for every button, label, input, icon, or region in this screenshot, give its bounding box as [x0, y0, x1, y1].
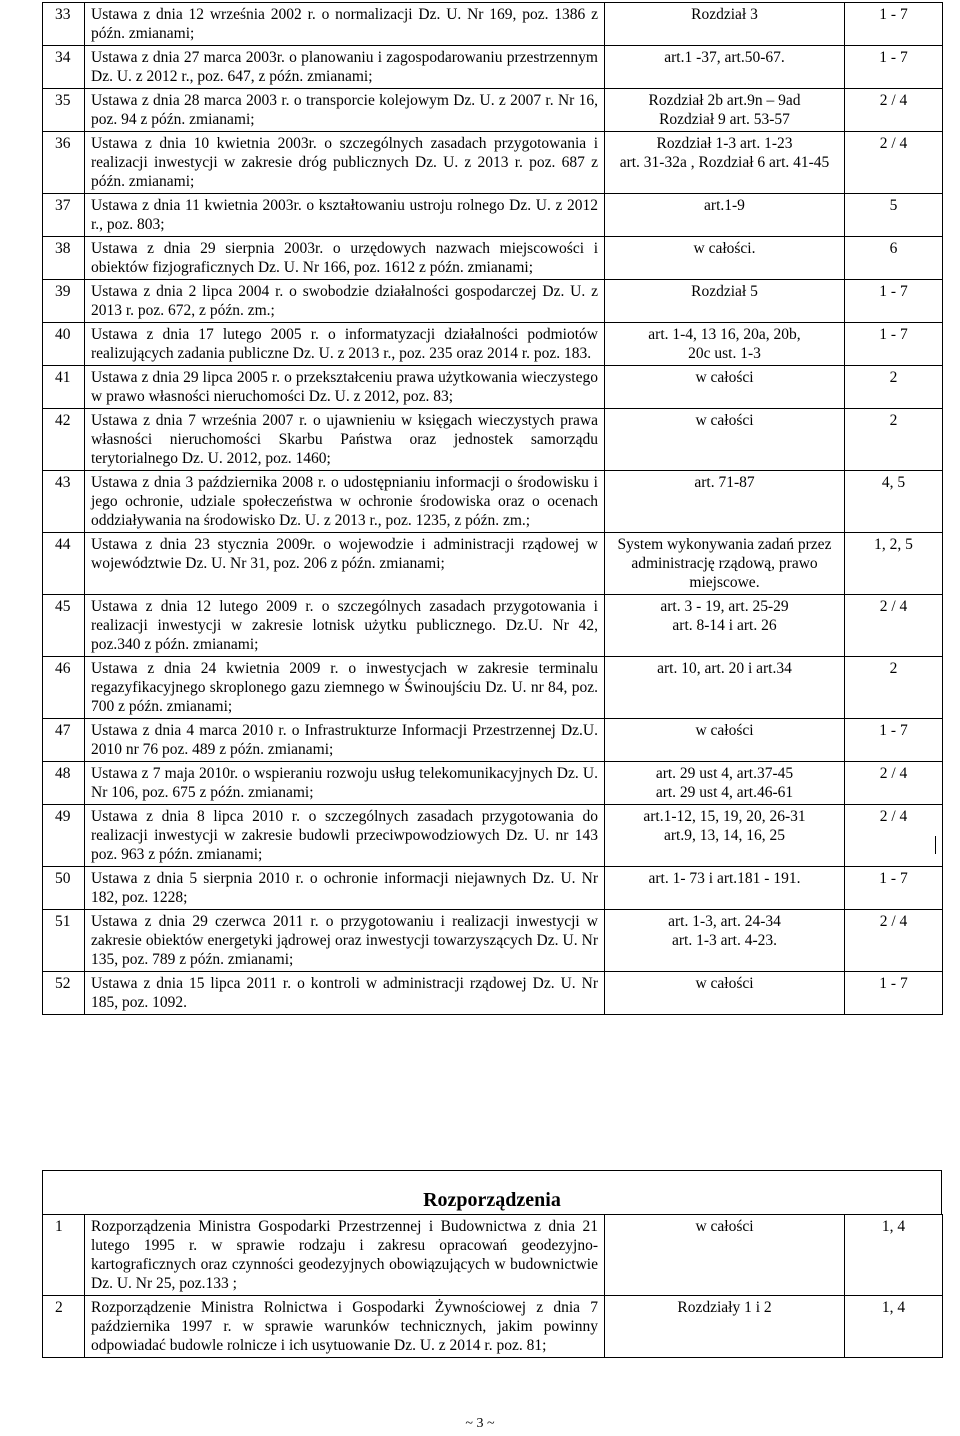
act-title: Ustawa z dnia 3 października 2008 r. o udostępnianiu informacji o środowisku i jego ochronie, udziale społeczeństwa w ochronie środowiska oraz o ocenach oddziaływania na środowisko Dz. U. z 2013 r., poz. 1235, z późn. zm.; — [85, 471, 605, 533]
act-title: Ustawa z dnia 10 kwietnia 2003r. o szczególnych zasadach przygotowania i realizacji inwestycji w zakresie dróg publicznych Dz. U. z 2013 r. poz. 687 z późn. zmianami; — [85, 132, 605, 194]
row-number: 48 — [43, 762, 85, 805]
scope-cell — [605, 719, 845, 762]
scope-cell — [605, 237, 845, 280]
row-number: 35 — [43, 89, 85, 132]
table-row — [43, 972, 943, 1015]
row-number: 37 — [43, 194, 85, 237]
regulations-section-header — [42, 1170, 942, 1214]
act-title: Rozporządzenia Ministra Gospodarki Przestrzennej i Budownictwa z dnia 21 lutego 1995 r. w sprawie rodzaju i zakresu opracowań geodezyjno-kartograficznych oraz czynności geodezyjnych obowiązujących w budownictwie Dz. U. Nr 25, poz.133 ; — [85, 1215, 605, 1296]
row-number: 46 — [43, 657, 85, 719]
scope-cell — [605, 867, 845, 910]
table-row — [43, 3, 943, 46]
act-title: Ustawa z dnia 27 marca 2003r. o planowaniu i zagospodarowaniu przestrzennym Dz. U. z 2012 r., poz. 647, z późn. zmianami; — [85, 46, 605, 89]
row-number: 39 — [43, 280, 85, 323]
scope-line: art. 29 ust 4, art.46-61 — [655, 784, 794, 801]
scope-cell — [605, 972, 845, 1015]
articles-cell: 1 - 7 — [845, 3, 943, 46]
table-row — [43, 595, 943, 657]
scope-line: w całości — [695, 1218, 754, 1235]
act-title: Ustawa z dnia 4 marca 2010 r. o Infrastrukturze Informacji Przestrzennej Dz.U. 2010 nr 76 poz. 489 z późn. zmianami; — [85, 719, 605, 762]
table-row — [43, 867, 943, 910]
act-title: Ustawa z dnia 12 września 2002 r. o normalizacji Dz. U. Nr 169, poz. 1386 z późn. zmianami; — [85, 3, 605, 46]
table-row — [43, 910, 943, 972]
scope-line: miejscowe. — [689, 574, 760, 591]
table-row — [43, 533, 943, 595]
act-title: Rozporządzenie Ministra Rolnictwa i Gospodarki Żywnościowej z dnia 7 października 1997 r. w sprawie warunków technicznych, jakim powinny odpowiadać budowle rolnicze i ich usytuowanie Dz. U. z 2014 r. poz. 81; — [85, 1296, 605, 1358]
table-row — [43, 1215, 943, 1296]
scope-line: art. 1-3, art. 24-34 — [668, 913, 781, 930]
scope-cell — [605, 3, 845, 46]
row-number: 52 — [43, 972, 85, 1015]
scope-line: art. 3 - 19, art. 25-29 — [660, 598, 789, 615]
row-number: 42 — [43, 409, 85, 471]
table-row — [43, 89, 943, 132]
articles-cell: 2 / 4 — [845, 805, 943, 867]
scope-cell — [605, 194, 845, 237]
scope-line: administrację rządową, prawo — [631, 555, 818, 572]
row-number: 43 — [43, 471, 85, 533]
articles-cell: 2 / 4 — [845, 132, 943, 194]
table-row — [43, 409, 943, 471]
table-row — [43, 657, 943, 719]
scope-cell — [605, 762, 845, 805]
articles-cell: 1, 4 — [845, 1215, 943, 1296]
regulations-heading: Rozporządzenia — [423, 1189, 561, 1211]
scope-line: Rozdział 2b art.9n – 9ad — [648, 92, 801, 109]
articles-cell: 1 - 7 — [845, 280, 943, 323]
scope-cell — [605, 46, 845, 89]
scope-line: w całości — [695, 722, 754, 739]
scope-line: Rozdział 5 — [691, 283, 758, 300]
scope-line: art. 8-14 i art. 26 — [672, 617, 777, 634]
scope-cell — [605, 595, 845, 657]
scope-line: art.1 -37, art.50-67. — [664, 49, 785, 66]
articles-cell: 1, 4 — [845, 1296, 943, 1358]
table-row — [43, 805, 943, 867]
laws-table — [42, 2, 943, 1015]
articles-cell: 2 / 4 — [845, 910, 943, 972]
table-row — [43, 1296, 943, 1358]
scope-line: art. 31-32a , Rozdział 6 art. 41-45 — [619, 154, 830, 171]
articles-cell: 6 — [845, 237, 943, 280]
table-row — [43, 719, 943, 762]
row-number: 33 — [43, 3, 85, 46]
scope-line: Rozdział 9 art. 53-57 — [659, 111, 790, 128]
row-number: 36 — [43, 132, 85, 194]
scope-cell — [605, 280, 845, 323]
scope-cell — [605, 409, 845, 471]
articles-cell: 2 / 4 — [845, 595, 943, 657]
table-row — [43, 194, 943, 237]
scope-line: art. 10, art. 20 i art.34 — [657, 660, 792, 677]
scope-line: w całości. — [693, 240, 756, 257]
scope-line: w całości — [695, 975, 754, 992]
act-title: Ustawa z dnia 5 sierpnia 2010 r. o ochronie informacji niejawnych Dz. U. Nr 182, poz. 1228; — [85, 867, 605, 910]
act-title: Ustawa z dnia 12 lutego 2009 r. o szczególnych zasadach przygotowania i realizacji inwestycji w zakresie lotnisk użytku publicznego. Dz.U. Nr 42, poz.340 z późn. zmianami; — [85, 595, 605, 657]
table-row — [43, 46, 943, 89]
row-number: 1 — [43, 1215, 85, 1296]
scope-cell — [605, 471, 845, 533]
margin-change-mark — [935, 836, 936, 854]
row-number: 45 — [43, 595, 85, 657]
row-number: 2 — [43, 1296, 85, 1358]
scope-cell — [605, 910, 845, 972]
articles-cell: 2 — [845, 409, 943, 471]
scope-cell — [605, 1215, 845, 1296]
scope-cell — [605, 805, 845, 867]
act-title: Ustawa z dnia 11 kwietnia 2003r. o kształtowaniu ustroju rolnego Dz. U. z 2012 r., poz. 803; — [85, 194, 605, 237]
row-number: 50 — [43, 867, 85, 910]
scope-line: art.1-12, 15, 19, 20, 26-31 — [643, 808, 806, 825]
scope-line: Rozdział 3 — [691, 6, 758, 23]
scope-line: Rozdziały 1 i 2 — [677, 1299, 772, 1316]
regulations-table — [42, 1214, 943, 1358]
scope-cell — [605, 657, 845, 719]
scope-line: Rozdział 1-3 art. 1-23 — [656, 135, 793, 152]
table-row — [43, 132, 943, 194]
row-number: 44 — [43, 533, 85, 595]
scope-line: w całości — [695, 412, 754, 429]
scope-cell — [605, 533, 845, 595]
table-row — [43, 323, 943, 366]
act-title: Ustawa z dnia 29 czerwca 2011 r. o przygotowaniu i realizacji inwestycji w zakresie obiektów energetyki jądrowej oraz inwestycji towarzyszących Dz. U. Nr 135, poz. 789 z późn. zmianami; — [85, 910, 605, 972]
articles-cell: 5 — [845, 194, 943, 237]
act-title: Ustawa z dnia 29 lipca 2005 r. o przekształceniu prawa użytkowania wieczystego w prawo własności nieruchomości Dz. U. z 2012, poz. 83; — [85, 366, 605, 409]
act-title: Ustawa z 7 maja 2010r. o wspieraniu rozwoju usług telekomunikacyjnych Dz. U. Nr 106, poz. 675 z późn. zmianami; — [85, 762, 605, 805]
table-row — [43, 237, 943, 280]
articles-cell: 2 / 4 — [845, 762, 943, 805]
scope-line: System wykonywania zadań przez — [617, 536, 832, 553]
row-number: 38 — [43, 237, 85, 280]
scope-line: w całości — [695, 369, 754, 386]
table-row — [43, 762, 943, 805]
scope-cell — [605, 323, 845, 366]
row-number: 49 — [43, 805, 85, 867]
scope-line: 20c ust. 1-3 — [688, 345, 761, 362]
scope-cell — [605, 366, 845, 409]
act-title: Ustawa z dnia 17 lutego 2005 r. o informatyzacji działalności podmiotów realizujących zadania publiczne Dz. U. z 2013 r., poz. 235 oraz 2014 r. poz. 183. — [85, 323, 605, 366]
scope-line: art.1-9 — [704, 197, 745, 214]
articles-cell: 1 - 7 — [845, 972, 943, 1015]
scope-line: art. 1- 73 i art.181 - 191. — [648, 870, 801, 887]
scope-line: art. 1-3 art. 4-23. — [671, 932, 778, 949]
articles-cell: 1 - 7 — [845, 719, 943, 762]
act-title: Ustawa z dnia 7 września 2007 r. o ujawnieniu w księgach wieczystych prawa własności nieruchomości Skarbu Państwa oraz jednostek samorządu terytorialnego Dz. U. 2012, poz. 1460; — [85, 409, 605, 471]
scope-line: art.9, 13, 14, 16, 25 — [664, 827, 785, 844]
row-number: 47 — [43, 719, 85, 762]
articles-cell: 1, 2, 5 — [845, 533, 943, 595]
articles-cell: 2 — [845, 657, 943, 719]
act-title: Ustawa z dnia 29 sierpnia 2003r. o urzędowych nazwach miejscowości i obiektów fizjograficznych Dz. U. Nr 166, poz. 1612 z późn. zmianami; — [85, 237, 605, 280]
articles-cell: 2 / 4 — [845, 89, 943, 132]
table-row — [43, 366, 943, 409]
act-title: Ustawa z dnia 2 lipca 2004 r. o swobodzie działalności gospodarczej Dz. U. z 2013 r. poz. 672, z późn. zm.; — [85, 280, 605, 323]
act-title: Ustawa z dnia 15 lipca 2011 r. o kontroli w administracji rządowej Dz. U. Nr 185, poz. 1092. — [85, 972, 605, 1015]
scope-cell — [605, 89, 845, 132]
row-number: 51 — [43, 910, 85, 972]
page-number: ~ 3 ~ — [465, 1416, 495, 1431]
articles-cell: 1 - 7 — [845, 867, 943, 910]
act-title: Ustawa z dnia 24 kwietnia 2009 r. o inwestycjach w zakresie terminalu regazyfikacyjnego skroplonego gazu ziemnego w Świnoujściu Dz. U. nr 84, poz. 700 z późn. zmianami; — [85, 657, 605, 719]
table-row — [43, 280, 943, 323]
articles-cell: 2 — [845, 366, 943, 409]
articles-cell: 1 - 7 — [845, 323, 943, 366]
row-number: 34 — [43, 46, 85, 89]
scope-line: art. 29 ust 4, art.37-45 — [655, 765, 794, 782]
row-number: 40 — [43, 323, 85, 366]
articles-cell: 4, 5 — [845, 471, 943, 533]
scope-line: art. 71-87 — [694, 474, 755, 491]
act-title: Ustawa z dnia 28 marca 2003 r. o transporcie kolejowym Dz. U. z 2007 r. Nr 16, poz. 94 z późn. zmianami; — [85, 89, 605, 132]
row-number: 41 — [43, 366, 85, 409]
act-title: Ustawa z dnia 23 stycznia 2009r. o wojewodzie i administracji rządowej w województwie Dz. U. Nr 31, poz. 206 z późn. zmianami; — [85, 533, 605, 595]
scope-cell — [605, 132, 845, 194]
articles-cell: 1 - 7 — [845, 46, 943, 89]
table-row — [43, 471, 943, 533]
scope-line: art. 1-4, 13 16, 20a, 20b, — [648, 326, 801, 343]
scope-cell — [605, 1296, 845, 1358]
act-title: Ustawa z dnia 8 lipca 2010 r. o szczególnych zasadach przygotowania do realizacji inwestycji w zakresie budowli przeciwpowodziowych Dz. U. nr 143 poz. 963 z późn. zmianami; — [85, 805, 605, 867]
